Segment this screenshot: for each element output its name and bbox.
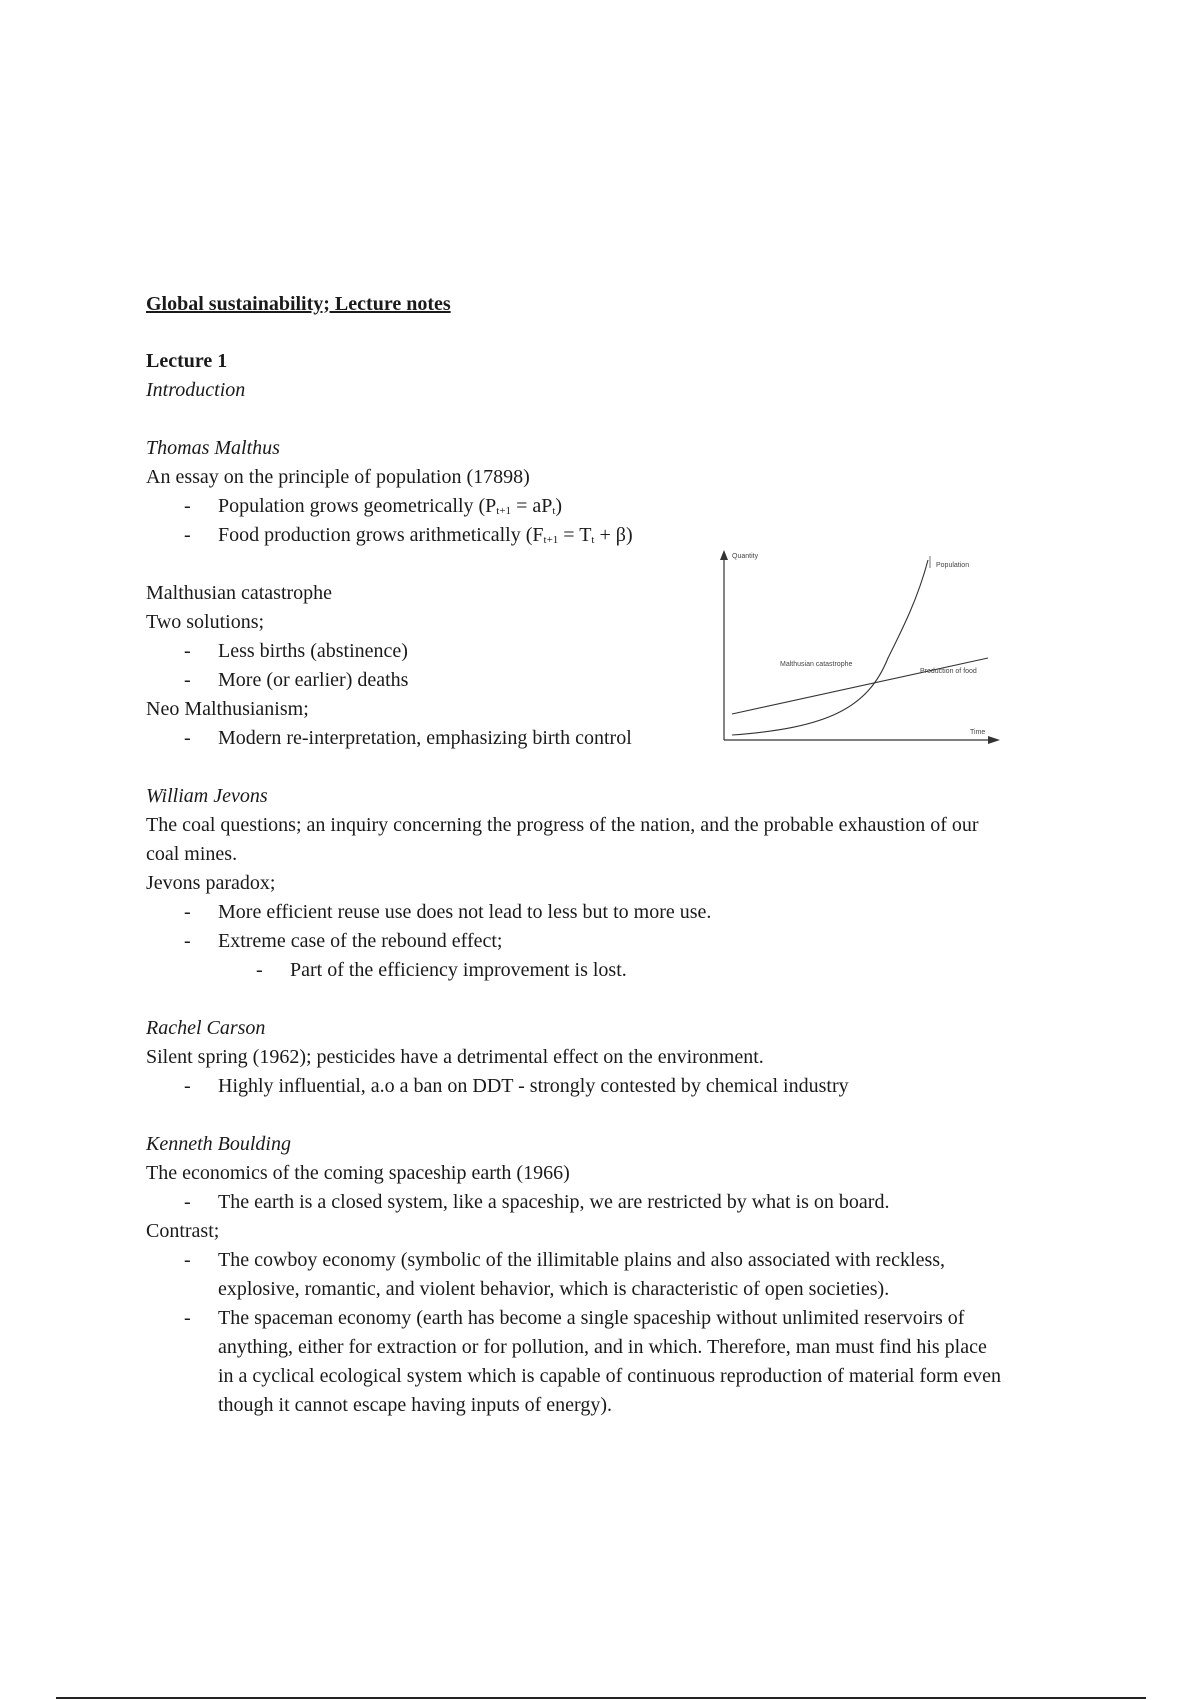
page-bottom-rule [56,1697,1146,1699]
x-axis-arrow [988,736,1000,744]
boulding-heading: Kenneth Boulding [146,1133,291,1155]
carson-work: Silent spring (1962); pesticides have a detrimental effect on the environment. [146,1046,764,1068]
solution-more-deaths: - More (or earlier) deaths [146,666,1096,695]
neo-malthusianism: Neo Malthusianism; [146,698,309,720]
carson-heading: Rachel Carson [146,1017,266,1039]
malthus-bullet-food: - Food production grows arithmetically $(F_{t+1} = T_t + \beta)$ [146,521,1096,550]
two-solutions: Two solutions; [146,611,265,633]
boulding-work: The economics of the coming spaceship earth (1966) [146,1162,570,1184]
malthus-work: An essay on the principle of population (17898) [146,466,530,488]
boulding-bullet-cowboy [146,1246,1096,1304]
jevons-bullet-2: - Extreme case of the rebound effect; [146,927,1096,956]
boulding-contrast: Contrast; [146,1220,220,1242]
malthus-heading: Thomas Malthus [146,437,280,459]
carson-bullet: - Highly influential, a.o a ban on DDT - strongly contested by chemical industry [146,1072,1096,1101]
y-axis-arrow [720,550,728,560]
jevons-paradox: Jevons paradox; [146,872,276,894]
food-production-label: Production of food [920,668,977,675]
jevons-work-line-2: coal mines. [146,843,238,865]
spaceman-line-3: in a cyclical ecological system which is capable of continuous reproduction of material form even [218,1365,1002,1387]
catastrophe-label: Malthusian catastrophe [780,661,853,668]
lecture-subtitle: Introduction [146,379,246,401]
x-axis-label: Time [970,729,986,736]
spaceman-line-4: though it cannot escape having inputs of energy). [218,1394,612,1416]
jevons-heading: William Jevons [146,785,268,807]
spaceman-line-1: - The spaceman economy (earth has become a single spaceship without unlimited reservoirs of [218,1307,965,1329]
population-curve [732,560,928,735]
food-production-line [732,658,988,714]
solution-less-births: - Less births (abstinence) [146,637,1096,666]
jevons-work-line-1: The coal questions; an inquiry concerning the progress of the nation, and the probable exhaustion of our [146,814,979,836]
jevons-bullet-1: - More efficient reuse use does not lead to less but to more use. [146,898,1096,927]
cowboy-line-2: explosive, romantic, and violent behavior, which is characteristic of open societies). [218,1278,890,1300]
neo-malthusianism-bullet: - Modern re-interpretation, emphasizing birth control [146,724,1096,753]
lecture-notes-page [146,290,1096,1420]
population-label: Population [936,562,970,569]
spaceman-line-2: anything, either for extraction or for pollution, and in which. Therefore, man must find his place [218,1336,987,1358]
jevons-subbullet: - Part of the efficiency improvement is lost. [146,956,1096,985]
lecture-heading: Lecture 1 [146,350,228,372]
malthus-bullet-population: - Population grows geometrically $(P_{t+1} = aP_t)$ [146,492,1096,521]
document-title: Global sustainability; Lecture notes [146,293,451,315]
y-axis-label: Quantity [732,553,759,560]
malthus-chart [718,548,1008,753]
boulding-bullet-spaceman [146,1304,1096,1420]
cowboy-line-1: - The cowboy economy (symbolic of the illimitable plains and also associated with reckless, [218,1249,946,1271]
malthusian-catastrophe: Malthusian catastrophe [146,582,333,604]
boulding-bullet-closed-system: - The earth is a closed system, like a spaceship, we are restricted by what is on board. [146,1188,1096,1217]
